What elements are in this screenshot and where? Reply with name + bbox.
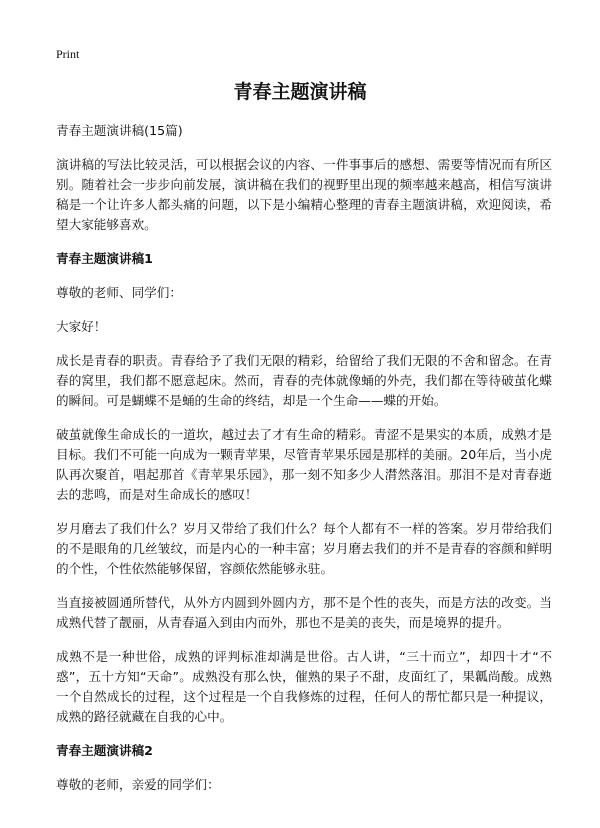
body-paragraph: 成长是青春的职责。青春给予了我们无限的精彩，给留给了我们无限的不舍和留念。在青春的窝里，我们都不愿意起床。然而，青春的壳体就像蛹的外壳，我们都在等待破茧化蝶的瞬间。可是蝴蝶不是蛹的生命的终结，却是一个生命——蝶的开始。	[56, 353, 552, 408]
salutation-2: 尊敬的老师，亲爱的同学们：	[56, 777, 220, 792]
body-paragraph: 破茧就像生命成长的一道坎，越过去了才有生命的精彩。青涩不是果实的本质，成熟才是目标。我们不可能一向成为一颗青苹果，尽管青苹果乐园是那样的美丽。20年后，当小虎队再次聚首，唱起那首《青苹果乐园》，那一刻不知多少人潸然落泪。那泪不是对青春逝去的悲鸣，而是对生命成长的感叹！	[56, 427, 552, 502]
document-body	[56, 121, 552, 809]
greeting-1: 大家好！	[56, 319, 107, 334]
page-title: 青春主题演讲稿	[233, 81, 367, 103]
body-paragraph: 岁月磨去了我们什么？岁月又带给了我们什么？每个人都有不一样的答案。岁月带给我们的不是眼角的几丝皱纹，而是内心的一种丰富；岁月磨去我们的并不是青春的容颜和鲜明的个性，个性依然能够保留，容颜依然能够永驻。	[56, 521, 552, 576]
intro-paragraph: 演讲稿的写法比较灵活，可以根据会议的内容、一件事事后的感想、需要等情况而有所区别。随着社会一步步向前发展，演讲稿在我们的视野里出现的频率越来越高，相信写演讲稿是一个让许多人都头痛的问题，以下是小编精心整理的青春主题演讲稿，欢迎阅读，希望大家能够喜欢。	[56, 157, 552, 232]
body-paragraph: 当直接被圆通所替代，从外方内圆到外圆内方，那不是个性的丧失，而是方法的改变。当成熟代替了靓丽，从青春逼入到由内而外，那也不是美的丧失，而是境界的提升。	[56, 595, 552, 630]
section-heading-1: 青春主题演讲稿1	[56, 251, 153, 266]
print-link[interactable]: Print	[56, 47, 80, 61]
section-heading-2: 青春主题演讲稿2	[56, 743, 153, 758]
document-subtitle: 青春主题演讲稿(15篇)	[56, 123, 183, 138]
salutation-1: 尊敬的老师、同学们：	[56, 285, 182, 300]
body-paragraph: 成熟不是一种世俗，成熟的评判标准却满是世俗。古人讲，“三十而立”，却四十才“不惑”，五十方知“天命”。成熟没有那么快，催熟的果子不甜，皮面红了，果瓤尚酸。成熟一个自然成长的过程，这个过程是一个自我修炼的过程，任何人的帮忙都只是一种提议，成熟的路径就藏在自我的心中。	[56, 649, 552, 724]
